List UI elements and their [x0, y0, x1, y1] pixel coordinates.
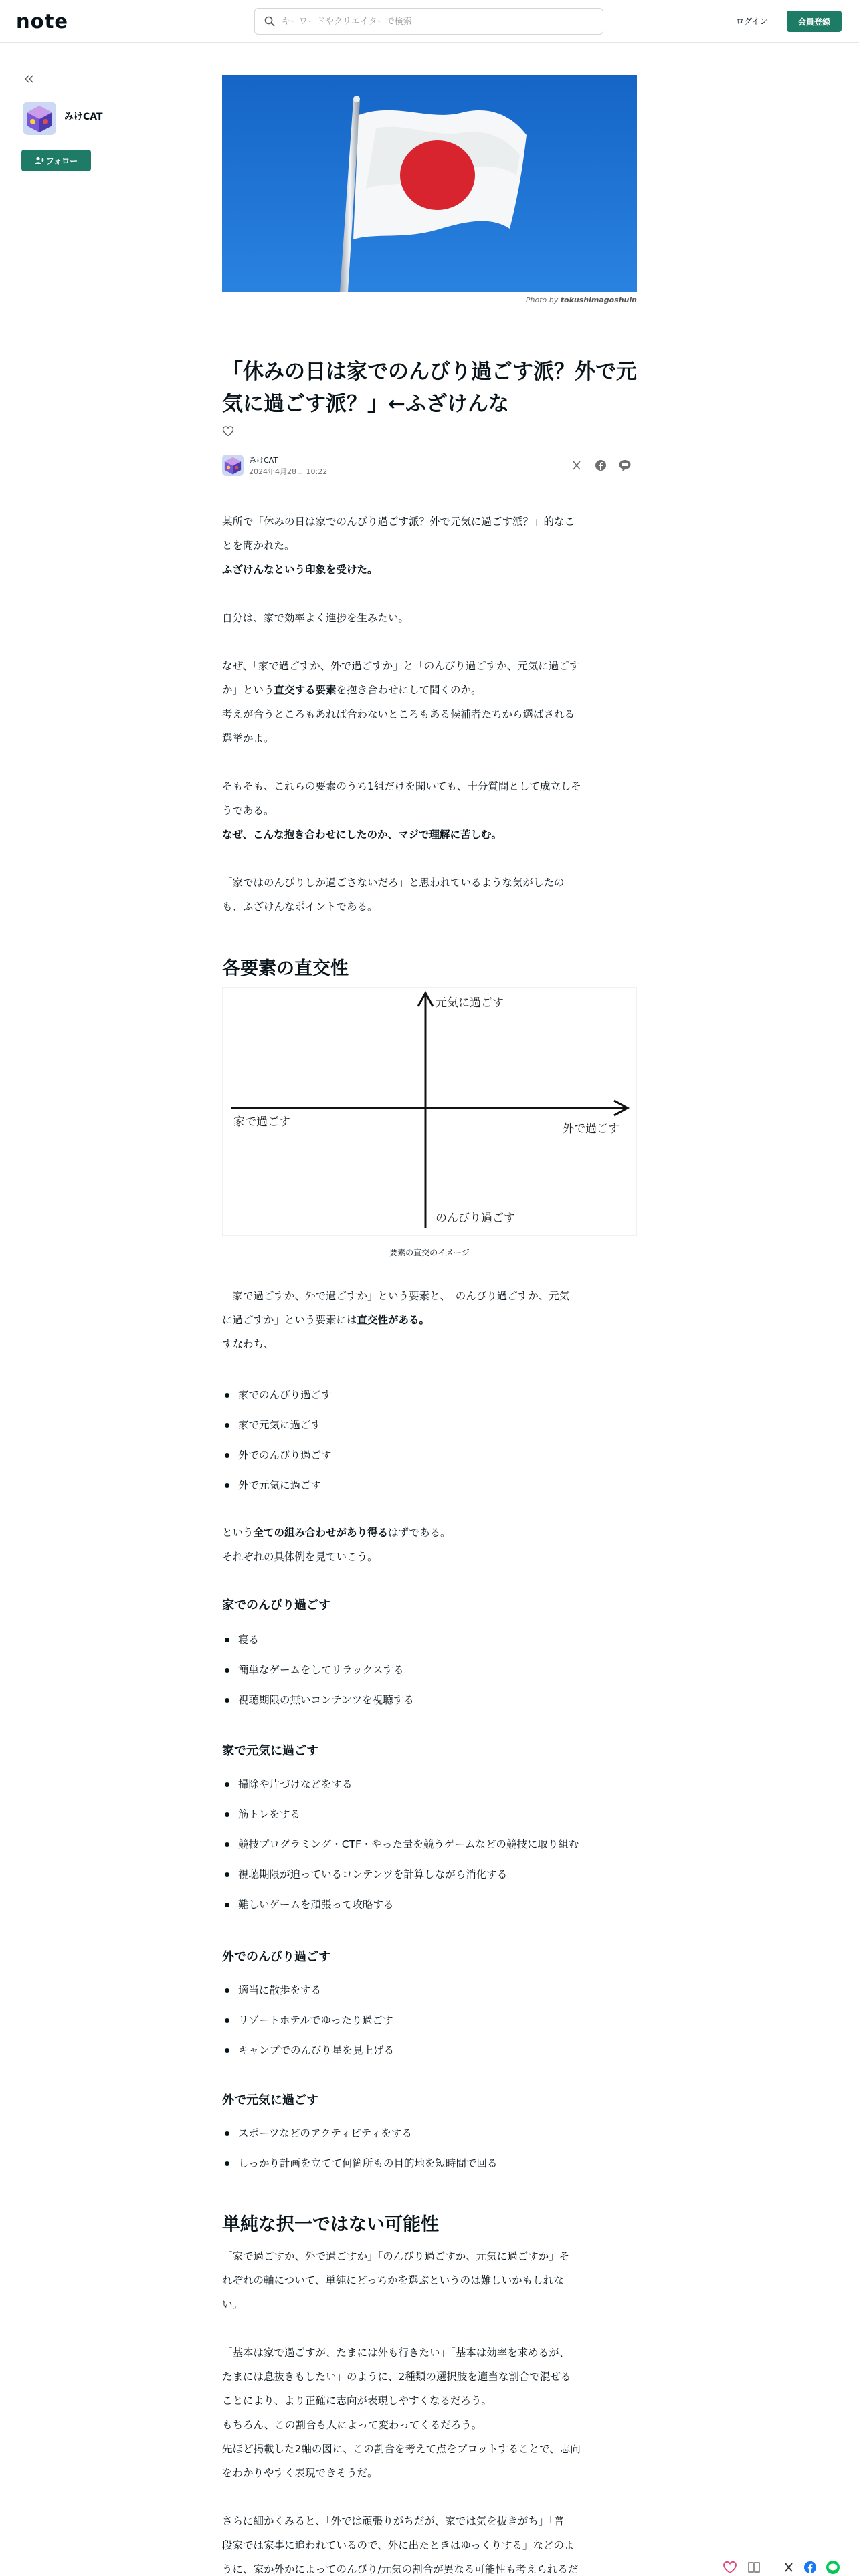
list-item: 寝る — [222, 1625, 637, 1655]
intro-paragraph-3 — [222, 654, 637, 750]
section1-paragraph-1 — [222, 1284, 637, 1356]
diagram-top-label: 元気に過ごす — [436, 996, 504, 1010]
photo-credit-prefix: Photo by — [525, 296, 559, 304]
follow-button[interactable] — [21, 150, 91, 171]
s2-p2-line2: たまには息抜きもしたい」のように、2種類の選択肢を適当な割合で混ぜる — [222, 2371, 571, 2383]
search-box[interactable] — [254, 8, 603, 35]
intro-paragraph-5 — [222, 871, 637, 919]
example-heading-home-active: 家で元気に過ごす — [222, 1744, 318, 1758]
diagram-caption: 要素の直交のイメージ — [389, 1248, 470, 1257]
section2-paragraph-3 — [222, 2509, 637, 2576]
photo-credit-name[interactable]: tokushimagoshuin — [560, 296, 637, 304]
list-item: 家でのんびり過ごす — [222, 1380, 637, 1410]
diagram-left-label: 家で過ごす — [233, 1115, 290, 1129]
author-avatar[interactable] — [23, 102, 56, 135]
list-item: 外でのんびり過ごす — [222, 1440, 637, 1471]
line-share-icon[interactable] — [618, 459, 632, 472]
list-item: 簡単なゲームをしてリラックスする — [222, 1655, 637, 1685]
section2-paragraph-2 — [222, 2341, 637, 2485]
section-heading-orthogonality: 各要素の直交性 — [222, 958, 349, 979]
list-item: しっかり計画を立てて何箇所もの目的地を短時間で回る — [222, 2149, 637, 2179]
list-item: 競技プログラミング・CTF・やった量を競うゲームなどの競技に取り組む — [222, 1830, 637, 1860]
meta-author-name[interactable]: みけCAT — [249, 456, 278, 465]
example-list-home-relax — [222, 1625, 637, 1715]
x-share-icon[interactable] — [781, 2560, 796, 2575]
intro-p4-line1: そもそも、これらの要素のうち1組だけを聞いても、十分質問として成立しそ — [222, 780, 581, 792]
intro-p1-bold: ふざけんなという印象を受けた。 — [222, 564, 378, 576]
note-logo[interactable]: note — [16, 10, 69, 33]
intro-p5-line2: も、ふざけんなポイントである。 — [222, 901, 378, 913]
x-share-icon[interactable] — [570, 459, 583, 472]
intro-paragraph-2: 自分は、家で効率よく進捗を生みたい。 — [222, 612, 409, 624]
axis-diagram — [222, 987, 637, 1236]
list-item: 掃除や片づけなどをする — [222, 1769, 637, 1800]
intro-p3-line3: 考えが合うところもあれば合わないところもある候補者たちから選ばされる — [222, 708, 575, 720]
collapse-sidebar-icon[interactable] — [23, 72, 36, 86]
s2-p3-line1: さらに細かくみると、「外では頑張りがちだが、家では気を抜きがち」「普 — [222, 2515, 565, 2527]
hero-image — [222, 75, 637, 292]
s2-p2-line1: 「基本は家で過ごすが、たまには外も行きたい」「基本は効率を求めるが、 — [222, 2347, 570, 2359]
list-item: 外で元気に過ごす — [222, 1471, 637, 1501]
example-list-home-active — [222, 1769, 637, 1920]
intro-p1-line2: とを聞かれた。 — [222, 540, 295, 552]
intro-p1-line1: 某所で「休みの日は家でのんびり過ごす派？外で元気に過ごす派？」的なこ — [222, 516, 575, 528]
s1-p1-line3: すなわち、 — [222, 1338, 274, 1350]
section1-paragraph-2 — [222, 1521, 637, 1569]
section2-paragraph-1 — [222, 2244, 637, 2317]
site-header — [0, 0, 859, 43]
author-avatar-small[interactable] — [222, 455, 244, 476]
intro-p3-line2: か」という直交する要素を抱き合わせにして聞くのか。 — [222, 684, 482, 696]
s2-p2-line6: をわかりやすく表現できそうだ。 — [222, 2467, 378, 2479]
floating-action-bar — [723, 2565, 859, 2576]
facebook-share-icon[interactable] — [594, 459, 607, 472]
follow-button-label: フォロー — [45, 156, 78, 166]
list-item: キャンプでのんびり星を見上げる — [222, 2036, 637, 2066]
article-meta — [222, 455, 637, 481]
intro-p4-bold: なぜ、こんな抱き合わせにしたのか、マジで理解に苦しむ。 — [222, 829, 502, 841]
photo-credit — [222, 296, 637, 304]
intro-paragraph-4 — [222, 774, 637, 847]
intro-p3-line1: なぜ、「家で過ごすか、外で過ごすか」と「のんびり過ごすか、元気に過ごす — [222, 660, 580, 672]
s1-p2-line2: それぞれの具体例を見ていこう。 — [222, 1551, 378, 1563]
signup-button[interactable]: 会員登録 — [787, 11, 842, 32]
s2-p3-line3: うに、家か外かによってのんびり/元気の割合が異なる可能性も考えられるだ — [222, 2563, 579, 2575]
intro-p4-line2: うである。 — [222, 804, 274, 817]
intro-paragraph-1 — [222, 510, 637, 582]
list-item: スポーツなどのアクティビティをする — [222, 2119, 637, 2149]
author-name[interactable]: みけCAT — [64, 112, 103, 122]
article-title: 「休みの日は家でのんびり過ごす派？外で元気に過ごす派？」←ふざけんな — [222, 360, 637, 416]
search-icon — [264, 16, 275, 27]
list-item: 視聴期限の無いコンテンツを視聴する — [222, 1685, 637, 1715]
s1-p1-line2: に過ごすか」という要素には直交性がある。 — [222, 1314, 430, 1326]
intro-p3-line4: 選挙かよ。 — [222, 732, 274, 744]
example-heading-outside-relax: 外でのんびり過ごす — [222, 1950, 330, 1964]
s2-p2-line5: 先ほど掲載した2軸の図に、この割合を考えて点をプロットすることで、志向 — [222, 2443, 581, 2455]
s2-p1-line1: 「家で過ごすか、外で過ごすか」「のんびり過ごすか、元気に過ごすか」そ — [222, 2250, 570, 2262]
example-list-outside-active — [222, 2119, 637, 2179]
login-button[interactable]: ログイン — [723, 11, 781, 32]
example-heading-home-relax: 家でのんびり過ごす — [222, 1598, 330, 1612]
search-input[interactable] — [282, 9, 596, 34]
example-list-outside-relax — [222, 1975, 637, 2066]
diagram-right-label: 外で過ごす — [563, 1122, 619, 1136]
list-item: 家で元気に過ごす — [222, 1410, 637, 1440]
list-item: 視聴期限が迫っているコンテンツを計算しながら消化する — [222, 1860, 637, 1890]
list-item: リゾートホテルでゆったり過ごす — [222, 2006, 637, 2036]
diagram-bottom-label: のんびり過ごす — [436, 1212, 515, 1225]
example-heading-outside-active: 外で元気に過ごす — [222, 2093, 318, 2107]
section-heading-not-binary: 単純な択一ではない可能性 — [222, 2214, 439, 2235]
publish-date: 2024年4月28日 10:22 — [249, 467, 328, 476]
s2-p2-line3: ことにより、より正確に志向が表現しやすくなるだろう。 — [222, 2395, 492, 2407]
list-item: 難しいゲームを頑張って攻略する — [222, 1890, 637, 1920]
magazine-add-icon[interactable] — [747, 2560, 761, 2575]
intro-p5-line1: 「家ではのんびりしか過ごさないだろ」と思われているような気がしたの — [222, 877, 565, 889]
like-heart-icon[interactable] — [723, 2560, 737, 2575]
facebook-share-icon[interactable] — [803, 2560, 818, 2575]
s2-p1-line3: い。 — [222, 2298, 244, 2311]
list-item: 筋トレをする — [222, 1800, 637, 1830]
s2-p2-line4: もちろん、この割合も人によって変わってくるだろう。 — [222, 2419, 482, 2431]
s2-p1-line2: れぞれの軸について、単純にどっちかを選ぶというのは難しいかもしれな — [222, 2274, 564, 2286]
list-item: 適当に散歩をする — [222, 1975, 637, 2006]
s1-p1-line1: 「家で過ごすか、外で過ごすか」という要素と、「のんびり過ごすか、元気 — [222, 1290, 570, 1302]
line-share-icon[interactable] — [826, 2560, 840, 2575]
combination-list — [222, 1380, 637, 1501]
s2-p3-line2: 段家では家事に追われているので、外に出たときはゆっくりする」などのよ — [222, 2539, 575, 2551]
s1-p2-line1: という全ての組み合わせがあり得るはずである。 — [222, 1527, 451, 1539]
user-plus-icon — [35, 156, 44, 165]
heart-icon[interactable] — [222, 425, 234, 437]
